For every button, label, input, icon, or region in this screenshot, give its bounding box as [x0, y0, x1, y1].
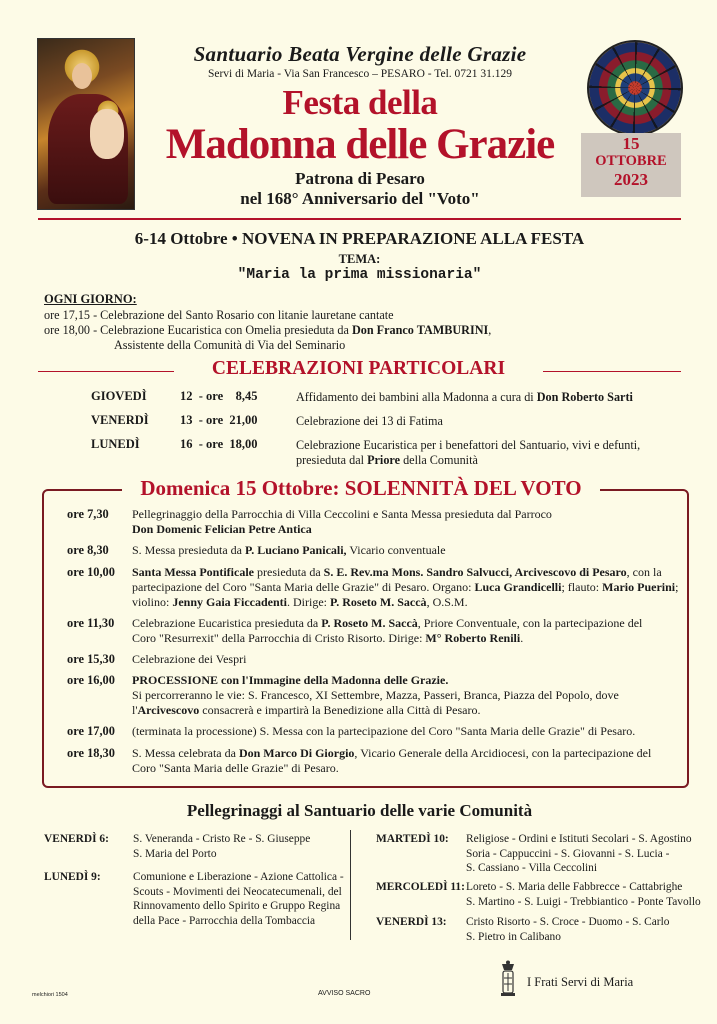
- daily-mass-cont: Assistente della Comunità di Via del Seminario: [114, 338, 346, 352]
- pilgrimage-communities: Comunione e Liberazione - Azione Cattolica - Scouts - Movimenti dei Neocatecumenali, del Rinnovamento dello Spirito e Gruppo Regina della Pace - Parrocchia della Tombaccia: [133, 871, 344, 927]
- date-day: 15: [622, 134, 640, 153]
- rose-window-image: [587, 40, 683, 136]
- column-divider: [350, 830, 351, 940]
- special-time: 16 - ore 18,00: [180, 437, 258, 451]
- sunday-item-text: (terminata la processione) S. Messa con la partecipazione del Coro "Santa Maria delle Grazie" di Pesaro.: [132, 724, 636, 738]
- sacred-notice: AVVISO SACRO: [318, 990, 371, 997]
- tema-label: TEMA:: [338, 252, 381, 266]
- title-festa: Festa della: [282, 83, 438, 122]
- special-text: Celebrazione dei 13 di Fatima: [296, 414, 443, 428]
- pilgrimage-communities: Loreto - S. Maria delle Fabbrecce - Cattabrighe S. Martino - S. Luigi - Trebbiantico - Ponte Tavollo: [466, 881, 701, 908]
- pilgrimage-day: MERCOLEDÌ 11:: [376, 881, 465, 893]
- sunday-time: ore 18,30: [67, 746, 115, 760]
- special-text: Celebrazione Eucaristica per i benefattori del Santuario, vivi e defunti,: [296, 438, 641, 452]
- special-day: LUNEDÌ: [91, 437, 140, 451]
- pilgrimage-day: VENERDÌ 13:: [376, 916, 447, 928]
- servite-emblem-icon: [498, 960, 518, 998]
- date-badge: [581, 133, 681, 197]
- sunday-time: ore 15,30: [67, 652, 115, 666]
- special-day: VENERDÌ: [91, 413, 149, 427]
- subtitle-patrona: Patrona di Pesaro: [295, 169, 425, 188]
- sunday-time: ore 11,30: [67, 616, 115, 630]
- sanctuary-address: Servi di Maria - Via San Francesco – PESARO - Tel. 0721 31.129: [207, 68, 513, 80]
- sunday-item-text: Pellegrinaggio della Parrocchia di Villa Ceccolini e Santa Messa presieduta dal Parroco Don Domenic Felician Petre Antica: [132, 507, 552, 536]
- printer-mark: melchiori 1504: [32, 992, 68, 998]
- special-rule-right: [543, 371, 681, 372]
- special-time: 12 - ore 8,45: [180, 389, 258, 403]
- pilgrimage-communities: Cristo Risorto - S. Croce - Duomo - S. Carlo S. Pietro in Calibano: [466, 916, 670, 943]
- tema-text: "Maria la prima missionaria": [237, 267, 482, 283]
- pilgrimage-day: LUNEDÌ 9:: [44, 871, 101, 883]
- subtitle-anniversary: nel 168° Anniversario del "Voto": [240, 189, 480, 208]
- special-time: 13 - ore 21,00: [180, 413, 258, 427]
- sunday-item-text: Celebrazione Eucaristica presieduta da P. Roseto M. Saccà, Priore Conventuale, con la partecipazione del Coro "Resurrexit" della Parrocchia di Cristo Risorto. Dirige: M° Roberto Renili.: [132, 616, 643, 645]
- pilgrimages-heading: Pellegrinaggi al Santuario delle varie Comunità: [186, 801, 533, 820]
- date-year: 2023: [614, 170, 648, 189]
- special-text-cont: presieduta dal Priore della Comunità: [296, 453, 478, 467]
- daily-mass: ore 18,00 - Celebrazione Eucaristica con Omelia presieduta da Don Franco TAMBURINI,: [44, 323, 492, 337]
- sunday-item-text: S. Messa celebrata da Don Marco Di Giorgio, Vicario Generale della Arcidiocesi, con la partecipazione del Coro "Santa Maria delle Grazie" di Pesaro.: [132, 746, 652, 775]
- signature: I Frati Servi di Maria: [527, 975, 634, 989]
- pilgrimage-communities: Religiose - Ordini e Istituti Secolari - S. Agostino Soria - Cappuccini - S. Giovanni - S. Lucia - S. Cassiano - Villa Ceccolini: [466, 833, 692, 874]
- title-madonna: Madonna delle Grazie: [165, 121, 555, 168]
- sunday-time: ore 7,30: [67, 507, 109, 521]
- sunday-item-text: PROCESSIONE con l'Immagine della Madonna delle Grazie. Si percorreranno le vie: S. Francesco, XI Settembre, Mazza, Passeri, Branca, Piazza del Popolo, dove l'Arcivescovo consacrerà e impartirà la Benedizione alla Città di Pesaro.: [132, 673, 619, 717]
- sunday-heading: Domenica 15 Ottobre: SOLENNITÀ DEL VOTO: [122, 476, 600, 502]
- sunday-time: ore 8,30: [67, 543, 109, 557]
- special-rule-left: [38, 371, 174, 372]
- novena-title: 6-14 Ottobre • NOVENA IN PREPARAZIONE ALLA FESTA: [134, 229, 585, 248]
- daily-heading: OGNI GIORNO:: [44, 292, 137, 306]
- header-divider: [38, 218, 681, 220]
- sanctuary-name: Santuario Beata Vergine delle Grazie: [193, 42, 527, 66]
- sunday-time: ore 10,00: [67, 565, 115, 579]
- sunday-item-text: Celebrazione dei Vespri: [132, 652, 247, 666]
- pilgrimage-communities: S. Veneranda - Cristo Re - S. Giuseppe S. Maria del Porto: [133, 833, 311, 860]
- special-day: GIOVEDÌ: [91, 389, 147, 403]
- sunday-time: ore 17,00: [67, 724, 115, 738]
- daily-rosary: ore 17,15 - Celebrazione del Santo Rosario con litanie lauretane cantate: [44, 308, 394, 322]
- date-month: OTTOBRE: [595, 153, 667, 169]
- special-text: Affidamento dei bambini alla Madonna a cura di Don Roberto Sarti: [296, 390, 633, 404]
- sunday-item-text: S. Messa presieduta da P. Luciano Panicali, Vicario conventuale: [132, 543, 446, 557]
- pilgrimage-day: MARTEDÌ 10:: [376, 833, 449, 845]
- pilgrimage-day: VENERDÌ 6:: [44, 833, 109, 845]
- sunday-time: ore 16,00: [67, 673, 115, 687]
- madonna-icon-painting: [37, 38, 135, 210]
- sunday-item-text: Santa Messa Pontificale presieduta da S. E. Rev.ma Mons. Sandro Salvucci, Arcivescovo di Pesaro, con la partecipazione del Coro "Santa Maria delle Grazie" di Pesaro. Organo: Luca Grandicelli; flauto: Mario Puerini; violino: Jenny Gaia Ficcadenti. Dirige: P. Roseto M. Saccà, O.S.M.: [132, 565, 679, 609]
- special-heading: CELEBRAZIONI PARTICOLARI: [211, 358, 506, 379]
